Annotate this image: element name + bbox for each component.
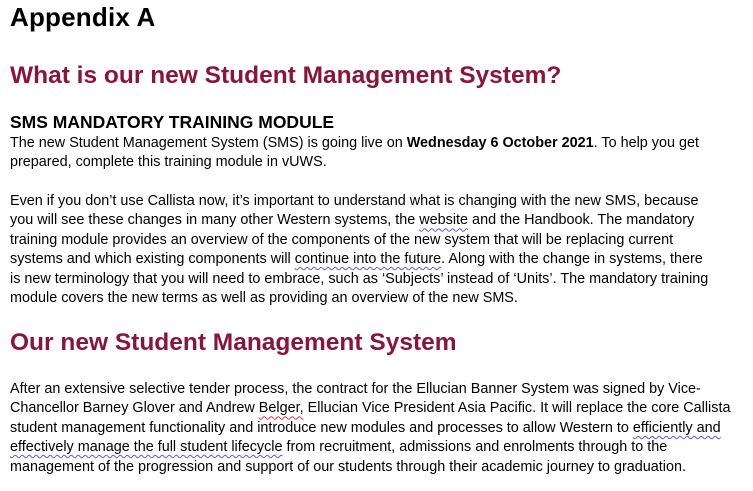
text-run: you will see these changes in many other Western systems, the <box>10 212 420 229</box>
grammar-flagged-text: efficiently and <box>632 419 721 436</box>
appendix-title: Appendix A <box>10 2 156 32</box>
paragraph-line: After an extensive selective tender process, the contract for the Ellucian Banner System was signed by Vice- <box>10 381 701 397</box>
section-heading-new-sms: What is our new Student Management System? <box>10 62 562 89</box>
paragraph-callista <box>10 192 708 308</box>
paragraph-line <box>10 134 699 153</box>
text-run: . Along with the change in systems, there <box>441 251 703 268</box>
paragraph-line <box>10 211 708 230</box>
paragraph-line: prepared, complete this training module in vUWS. <box>10 154 327 171</box>
paragraph-line: is new terminology that you will need to embrace, such as ‘Subjects’ instead of ‘Units’. The mandatory training <box>10 270 709 287</box>
go-live-date: Wednesday 6 October 2021 <box>406 135 594 151</box>
text-run: The new Student Management System (SMS) is going live on <box>10 135 407 151</box>
text-run: Ellucian Vice President Asia Pacific. It will replace the core Callista <box>303 400 731 417</box>
text-run: and the Handbook. The mandatory <box>468 212 695 229</box>
paragraph-line <box>10 399 730 418</box>
grammar-flagged-text: continue into the future <box>294 251 442 268</box>
paragraph-line: module covers the new terms as well as providing an overview of the new SMS. <box>10 290 518 307</box>
text-run: Chancellor Barney Glover and Andrew <box>10 400 259 417</box>
grammar-flagged-text: effectively manage the full student lifecycle <box>10 439 283 456</box>
section-heading-our-sms: Our new Student Management System <box>10 329 457 356</box>
paragraph-line <box>10 250 708 269</box>
paragraph-line <box>10 419 730 438</box>
grammar-flagged-text: website <box>419 212 469 229</box>
text-run: systems and which existing components will <box>10 251 295 268</box>
paragraph-line: Even if you don’t use Callista now, it’s important to understand what is changing with the new SMS, because <box>10 193 699 209</box>
paragraph-line: training module provides an overview of the components of the new system that will be replacing current <box>10 231 674 248</box>
paragraph-line <box>10 438 730 457</box>
spelling-flagged-text: Belger, <box>258 400 304 417</box>
text-run: student management functionality and introduce new modules and processes to allow Western to <box>10 419 633 436</box>
text-run: . To help you get <box>593 135 699 151</box>
paragraph-go-live <box>10 134 699 173</box>
paragraph-banner <box>10 380 730 477</box>
training-module-heading: SMS MANDATORY TRAINING MODULE <box>10 112 335 132</box>
paragraph-line: management of the progression and support of our students through their academic journey to graduation. <box>10 458 686 475</box>
text-run: from recruitment, admissions and enrolments through to the <box>282 439 668 456</box>
